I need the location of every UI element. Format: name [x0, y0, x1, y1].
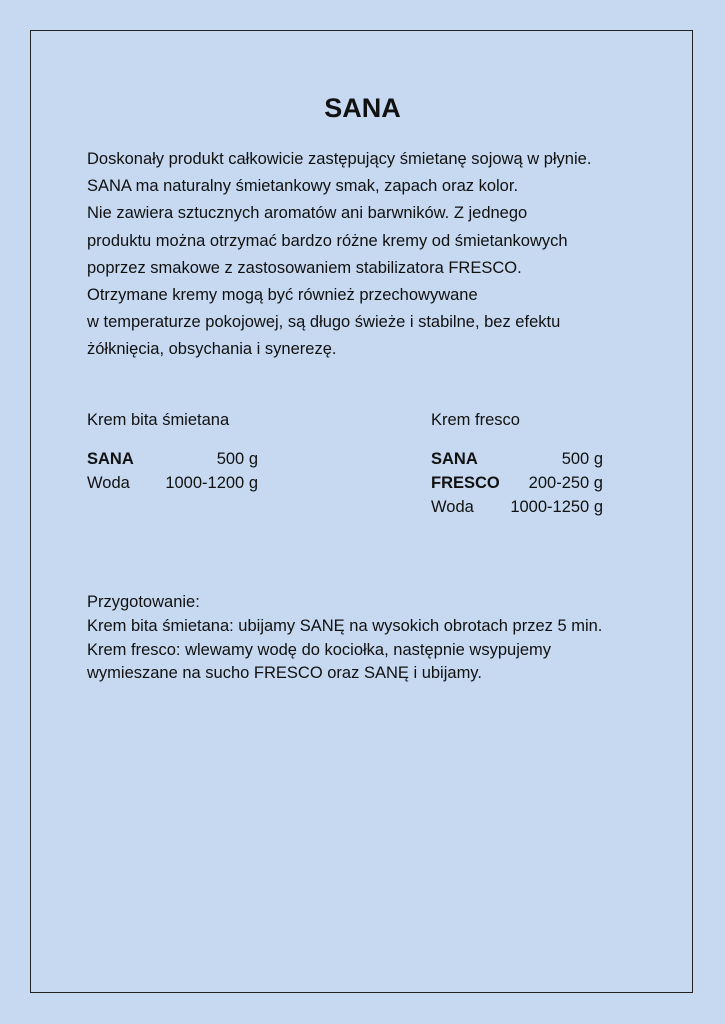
ingredient-quantity: 1000-1250 g [510, 498, 603, 516]
preparation-line: Krem bita śmietana: ubijamy SANĘ na wysokich obrotach przez 5 min. [87, 616, 603, 635]
ingredient-row [431, 471, 631, 495]
preparation-heading: Przygotowanie: [87, 593, 200, 611]
ingredient-quantity: 200-250 g [528, 474, 603, 492]
intro-line: Doskonały produkt całkowicie zastępujący śmietanę sojową w płynie. [87, 150, 592, 168]
ingredient-row [431, 447, 631, 471]
intro-paragraph [87, 146, 667, 364]
intro-line: SANA ma naturalny śmietankowy smak, zapach oraz kolor. [87, 177, 519, 196]
ingredient-row [87, 471, 287, 495]
ingredient-row [431, 495, 631, 519]
intro-line: w temperaturze pokojowej, są długo świeże i stabilne, bez efektu [87, 313, 561, 332]
ingredient-list [431, 447, 631, 519]
recipe-title: Krem fresco [431, 411, 520, 429]
ingredient-name: FRESCO [431, 474, 500, 492]
preparation-section [87, 591, 667, 686]
intro-line: Otrzymane kremy mogą być również przechowywane [87, 286, 478, 305]
intro-line: produktu można otrzymać bardzo różne kremy od śmietankowych [87, 231, 568, 250]
preparation-line: Krem fresco: wlewamy wodę do kociołka, następnie wsypujemy [87, 640, 552, 659]
intro-line: żółknięcia, obsychania i synerezę. [87, 340, 337, 359]
ingredient-name: SANA [431, 450, 478, 468]
ingredient-name: Woda [87, 474, 130, 492]
recipe-fresco [431, 408, 631, 519]
ingredient-name: Woda [431, 498, 474, 516]
intro-line: Nie zawiera sztucznych aromatów ani barwników. Z jednego [87, 204, 528, 223]
page-title: SANA [324, 93, 401, 123]
ingredient-quantity: 1000-1200 g [165, 474, 258, 492]
ingredient-quantity: 500 g [216, 450, 258, 468]
ingredient-name: SANA [87, 450, 134, 468]
ingredient-list [87, 447, 287, 495]
ingredient-row [87, 447, 287, 471]
ingredient-quantity: 500 g [561, 450, 603, 468]
intro-line: poprzez smakowe z zastosowaniem stabilizatora FRESCO. [87, 258, 522, 277]
preparation-line: wymieszane na sucho FRESCO oraz SANĘ i ubijamy. [87, 664, 482, 683]
recipe-bita-smietana [87, 408, 287, 495]
recipe-title: Krem bita śmietana [87, 411, 230, 429]
